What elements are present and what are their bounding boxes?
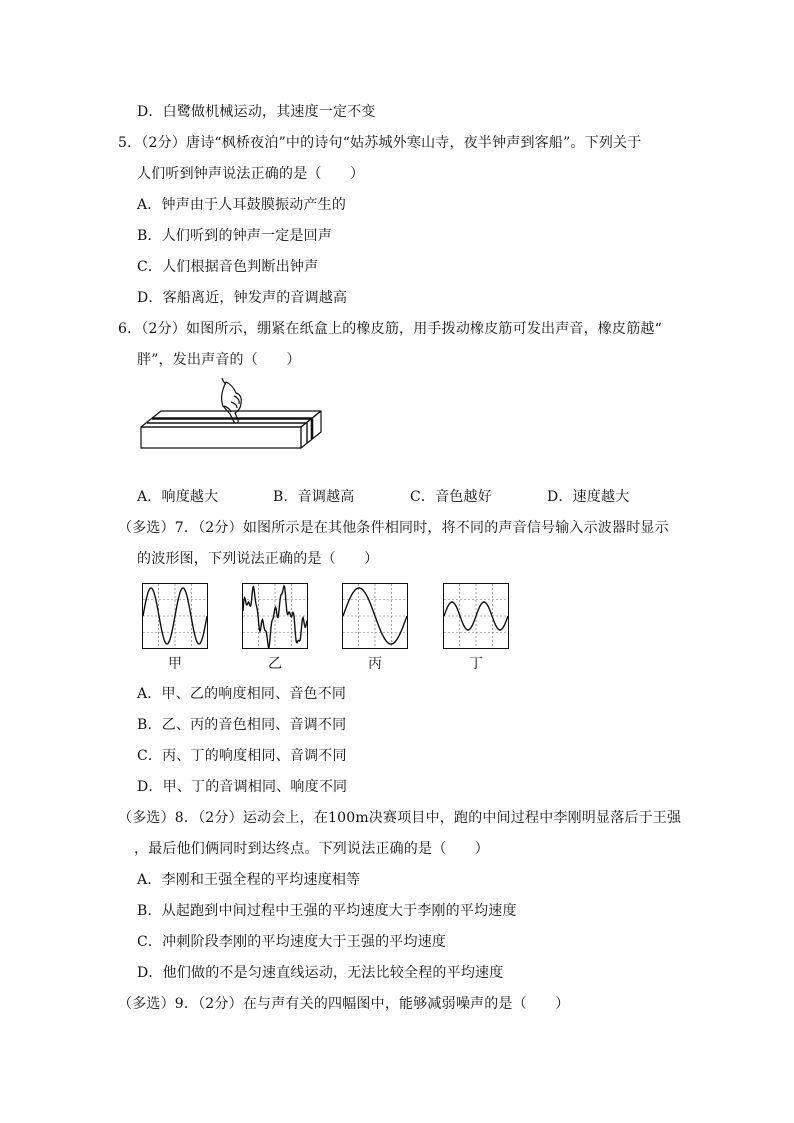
oscilloscope-jia — [142, 583, 208, 649]
q5-stem-line2: 人们听到钟声说法正确的是（ ） — [137, 166, 365, 182]
q5-option-c: C．人们根据音色判断出钟声 — [137, 259, 319, 275]
q5-option-b: B．人们听到的钟声一定是回声 — [137, 228, 333, 244]
oscilloscope-label-ding: 丁 — [469, 656, 483, 672]
q9-stem-line1: （多选）9．（2分）在与声有关的四幅图中，能够减弱噪声的是（ ） — [118, 996, 570, 1012]
box-front-face — [141, 427, 301, 448]
oscilloscope-label-bing: 丙 — [368, 656, 382, 672]
q6-stem-line2: 胖”，发出声音的（ ） — [137, 352, 301, 368]
q8-option-c: C．冲刺阶段李刚的平均速度大于王强的平均速度 — [137, 934, 447, 950]
q6-options-row — [0, 488, 794, 506]
rubber-band-box-figure — [138, 378, 328, 478]
q7-option-b: B．乙、丙的音色相同、音调不同 — [137, 717, 347, 733]
q5-stem-line1: 5．（2分）唐诗“枫桥夜泊”中的诗句“姑苏城外寒山寺，夜半钟声到客船”。下列关于 — [118, 135, 642, 151]
q7-option-c: C．丙、丁的响度相同、音调不同 — [137, 748, 347, 764]
q4-option-d: D．白鹭做机械运动，其速度一定不变 — [137, 104, 376, 120]
oscilloscope-label-jia: 甲 — [168, 656, 182, 672]
q7-option-a: A．甲、乙的响度相同、音色不同 — [137, 686, 347, 702]
q8-option-d: D．他们做的不是匀速直线运动，无法比较全程的平均速度 — [137, 965, 504, 981]
oscilloscope-label-yi: 乙 — [268, 656, 282, 672]
q8-option-b: B．从起跑到中间过程中王强的平均速度大于李刚的平均速度 — [137, 903, 517, 919]
q6-option-d: D．速度越大 — [547, 489, 630, 505]
oscilloscope-bing — [342, 583, 408, 649]
q8-stem-line1: （多选）8．（2分）运动会上，在100m决赛项目中，跑的中间过程中李刚明显落后于王强 — [118, 810, 682, 826]
q6-option-b: B．音调越高 — [273, 489, 355, 505]
q5-option-a: A．钟声由于人耳鼓膜振动产生的 — [137, 197, 347, 213]
q5-option-d: D．客船离近，钟发声的音调越高 — [137, 290, 348, 306]
q8-stem-line2: ，最后他们俩同时到达终点。下列说法正确的是（ ） — [134, 841, 489, 857]
q7-stem-line2: 的波形图，下列说法正确的是（ ） — [137, 551, 379, 567]
oscilloscope-yi — [242, 583, 308, 649]
hand-icon — [222, 378, 242, 423]
q6-option-a: A．响度越大 — [137, 489, 219, 505]
oscilloscope-ding — [443, 583, 509, 649]
q6-stem-line1: 6．（2分）如图所示，绷紧在纸盒上的橡皮筋，用手拨动橡皮筋可发出声音，橡皮筋越“ — [118, 321, 662, 337]
q6-option-c: C．音色越好 — [410, 489, 492, 505]
q8-option-a: A．李刚和王强全程的平均速度相等 — [137, 872, 361, 888]
q7-option-d: D．甲、丁的音调相同、响度不同 — [137, 779, 348, 795]
q7-stem-line1: （多选）7．（2分）如图所示是在其他条件相同时，将不同的声音信号输入示波器时显示 — [118, 520, 669, 536]
